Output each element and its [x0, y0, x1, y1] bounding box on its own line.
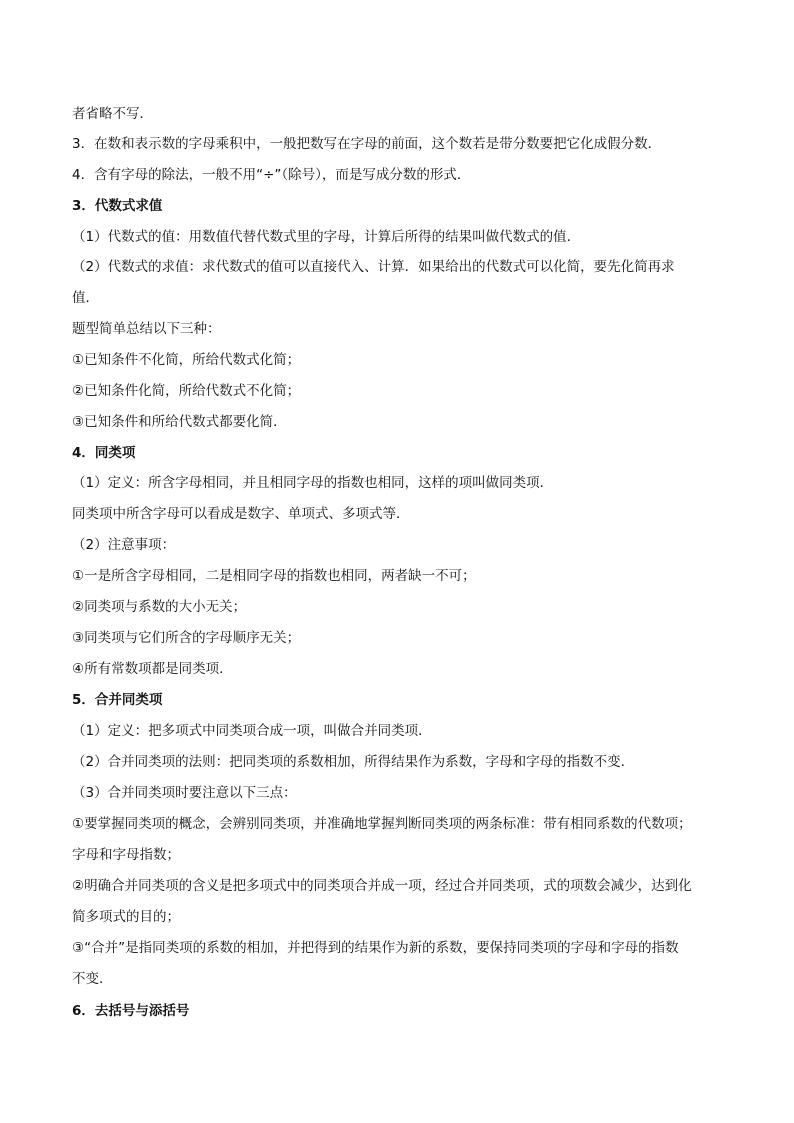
list-item: ④所有常数项都是同类项． [72, 661, 233, 677]
text-line: 简多项式的目的； [72, 909, 180, 925]
list-item: ③已知条件和所给代数式都要化简． [72, 414, 287, 430]
section-heading: 3．代数式求值 [72, 198, 163, 214]
section-heading: 5．合并同类项 [72, 692, 163, 708]
text-line: 不变． [72, 971, 113, 987]
list-item: ①一是所含字母相同，二是相同字母的指数也相同，两者缺一不可； [72, 568, 476, 584]
list-item: ③同类项与它们所含的字母顺序无关； [72, 630, 301, 646]
list-item: ③“合并”是指同类项的系数的相加，并把得到的结果作为新的系数，要保持同类项的字母和字母的指数 [72, 940, 679, 956]
list-item: ①要掌握同类项的概念，会辨别同类项，并准确地掌握判断同类项的两条标准：带有相同系数的代数项； [72, 816, 692, 832]
section-heading: 4．同类项 [72, 445, 136, 461]
list-item: ②明确合并同类项的含义是把多项式中的同类项合并成一项，经过合并同类项，式的项数会减少，达到化 [72, 878, 692, 894]
text-line: 4．含有字母的除法，一般不用“÷”（除号），而是写成分数的形式． [72, 167, 471, 183]
text-line: （3）合并同类项时要注意以下三点： [72, 785, 297, 801]
text-line: （1）定义：所含字母相同，并且相同字母的指数也相同，这样的项叫做同类项． [72, 475, 554, 491]
list-item: ②同类项与系数的大小无关； [72, 599, 247, 615]
text-line: 者省略不写． [72, 106, 153, 122]
text-line: 字母和字母指数； [72, 847, 180, 863]
text-line: 题型简单总结以下三种： [72, 321, 221, 337]
text-line: （1）定义：把多项式中同类项合成一项，叫做合并同类项． [72, 723, 432, 739]
text-line: （2）代数式的求值：求代数式的值可以直接代入、计算．如果给出的代数式可以化简，要先化简再求 [72, 259, 675, 275]
text-line: 值． [72, 290, 99, 306]
section-heading: 6．去括号与添括号 [72, 1003, 190, 1019]
text-line: （2）合并同类项的法则：把同类项的系数相加，所得结果作为系数，字母和字母的指数不变． [72, 754, 635, 770]
text-line: （1）代数式的值：用数值代替代数式里的字母，计算后所得的结果叫做代数式的值． [72, 229, 581, 245]
text-line: 同类项中所含字母可以看成是数字、单项式、多项式等． [72, 506, 410, 522]
list-item: ①已知条件不化简，所给代数式化简； [72, 352, 301, 368]
list-item: ②已知条件化简，所给代数式不化简； [72, 383, 301, 399]
text-line: （2）注意事项： [72, 537, 176, 553]
text-line: 3．在数和表示数的字母乘积中，一般把数写在字母的前面，这个数若是带分数要把它化成假分数． [72, 136, 662, 152]
